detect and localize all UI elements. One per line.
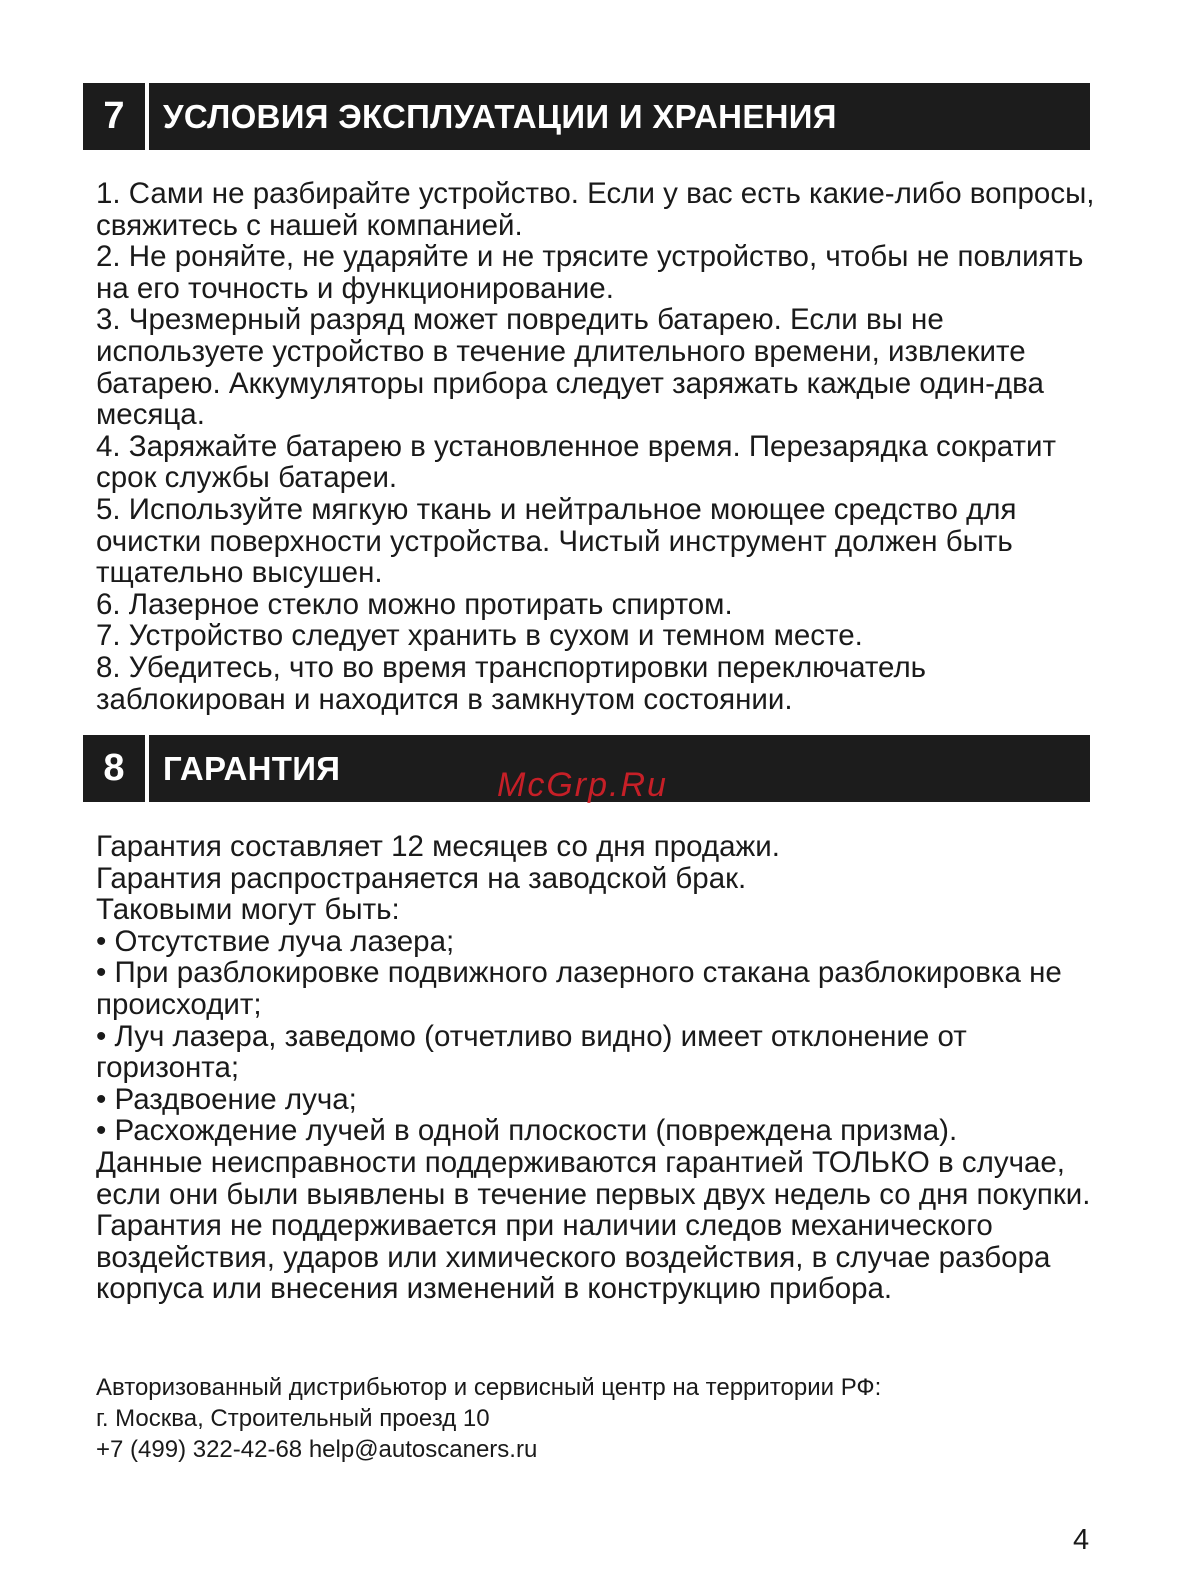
operating-conditions-list: [96, 178, 1106, 715]
warranty-bullet-2: • При разблокировке подвижного лазерного стакана разблокировка не происходит;: [96, 956, 1062, 1021]
section-7-title: УСЛОВИЯ ЭКСПЛУАТАЦИИ И ХРАНЕНИЯ: [163, 97, 837, 135]
condition-item-3: 3. Чрезмерный разряд может повредить батарею. Если вы не используете устройство в течение длительного времени, извлеките батарею. Аккумуляторы прибора следует заряжать каждые один-два месяца.: [96, 303, 1044, 432]
warranty-line-3: Таковыми могут быть:: [96, 893, 400, 927]
condition-item-7: 7. Устройство следует хранить в сухом и темном месте.: [96, 619, 863, 653]
warranty-bullet-1: • Отсутствие луча лазера;: [96, 924, 455, 958]
section-7-header: [83, 83, 1090, 150]
warranty-bullet-4: • Раздвоение луча;: [96, 1082, 357, 1116]
distributor-info: [96, 1372, 1096, 1465]
watermark: McGrp.Ru: [497, 766, 668, 804]
warranty-list: [96, 831, 1106, 1305]
condition-item-4: 4. Заряжайте батарею в установленное время. Перезарядка сократит срок службы батареи.: [96, 429, 1057, 495]
condition-item-8: 8. Убедитесь, что во время транспортировки переключатель заблокирован и находится в замкнутом состоянии.: [96, 650, 927, 716]
distributor-address: г. Москва, Строительный проезд 10: [96, 1405, 490, 1432]
section-8-number: 8: [83, 735, 149, 802]
section-8-title: ГАРАНТИЯ: [163, 749, 341, 787]
section-7-number: 7: [83, 83, 149, 150]
condition-item-5: 5. Используйте мягкую ткань и нейтральное моющее средство для очистки поверхности устройства. Чистый инструмент должен быть тщательно высушен.: [96, 492, 1017, 590]
warranty-line-5: Гарантия не поддерживается при наличии следов механического воздействия, ударов или химического воздействия, в случае разбора корпуса или внесения изменений в конструкцию прибора.: [96, 1209, 1051, 1306]
condition-item-6: 6. Лазерное стекло можно протирать спиртом.: [96, 587, 733, 621]
warranty-bullet-3: • Луч лазера, заведомо (отчетливо видно) имеет отклонение от горизонта;: [96, 1019, 967, 1085]
condition-item-2: 2. Не роняйте, не ударяйте и не трясите устройство, чтобы не повлиять на его точность и функционирование.: [96, 240, 1084, 305]
warranty-line-4: Данные неисправности поддерживаются гарантией ТОЛЬКО в случае, если они были выявлены в течение первых двух недель со дня покупки.: [96, 1145, 1091, 1211]
distributor-contacts: +7 (499) 322-42-68 help@autoscaners.ru: [96, 1436, 538, 1463]
distributor-line-1: Авторизованный дистрибьютор и сервисный центр на территории РФ:: [96, 1374, 882, 1401]
warranty-line-1: Гарантия составляет 12 месяцев со дня продажи.: [96, 830, 780, 863]
page-number: 4: [1073, 1524, 1090, 1556]
condition-item-1: 1. Сами не разбирайте устройство. Если у вас есть какие-либо вопросы, свяжитесь с нашей компанией.: [96, 177, 1095, 242]
warranty-line-2: Гарантия распространяется на заводской брак.: [96, 861, 747, 895]
warranty-bullet-5: • Расхождение лучей в одной плоскости (повреждена призма).: [96, 1114, 958, 1148]
